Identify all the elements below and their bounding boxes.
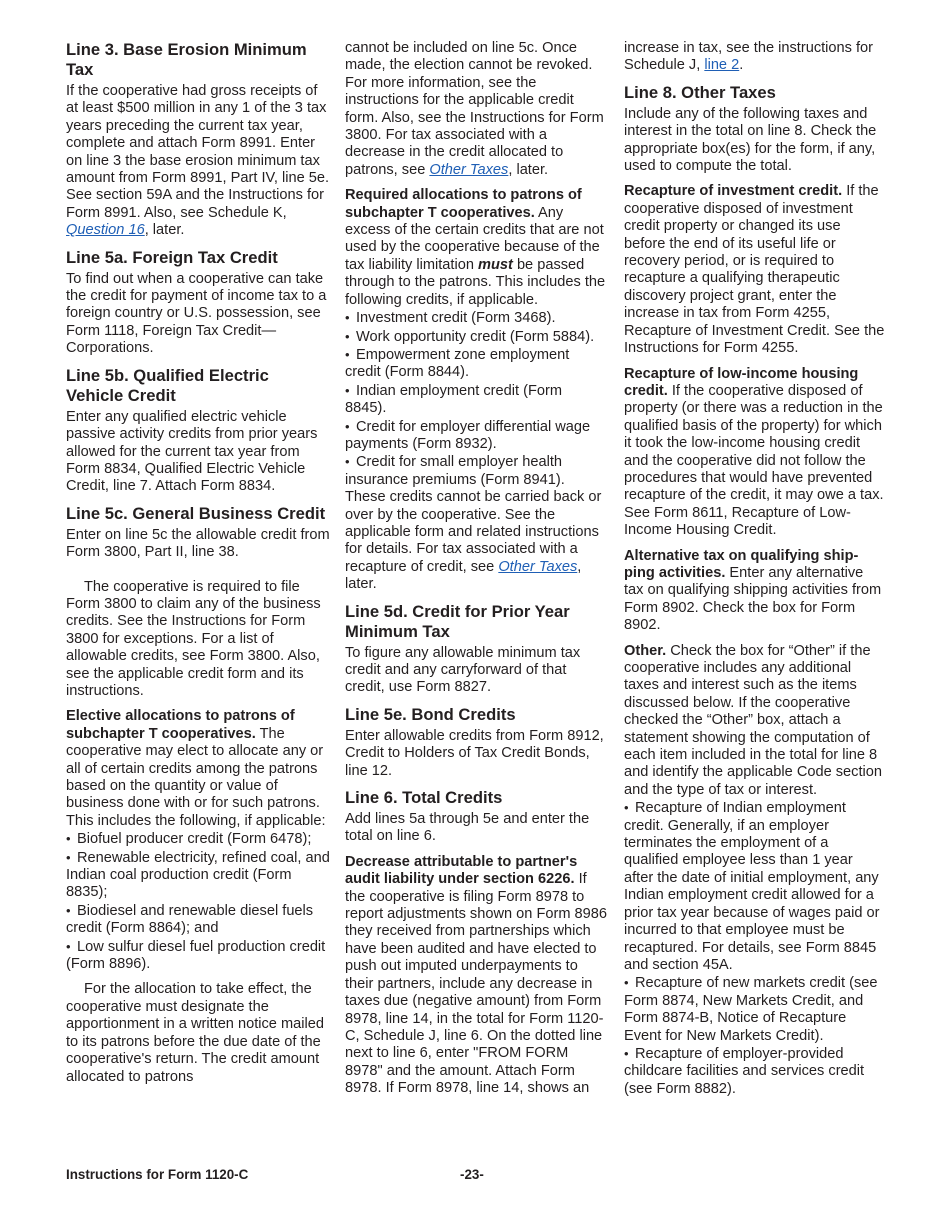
recapture-investment-lead: Recapture of investment credit. xyxy=(624,183,843,200)
other-paragraph: Other. Check the box for “Other” if the cooperative includes any additional taxes and interest such as the items discussed below. If the cooperative checked the “Other” box, attach a statement showing the computation of each item included in the total for line 8 and identify the applicable Code section and the type of tax or interest. xyxy=(624,642,882,798)
list-item: • Credit for employer differential wage payments (Form 8932). xyxy=(345,418,591,452)
column-middle xyxy=(345,40,607,1106)
line6-paragraph: Add lines 5a through 5e and enter the total on line 6. xyxy=(345,811,590,845)
line2-link[interactable]: line 2 xyxy=(704,57,740,74)
decrease-lead: Decrease attributable to partner's audit liability under section 6226. xyxy=(345,853,578,888)
list-item: • Biofuel producer credit (Form 6478); xyxy=(66,831,312,848)
line3-text: If the cooperative had gross receipts of at least $500 million in any 1 of the 3 tax years preceding the current tax year, complete and attach Form 8991. Enter on line 3 the base erosion minimum tax amount from Form 8991, Part IV, line 5e. See section 59A and the Instructions for Form 8991. Also, see Schedule K, xyxy=(66,83,330,221)
required-paragraph: Required allocations to patrons of subchapter T cooperatives. Any excess of the certain credits that are not used by the cooperative because of the tax liability limitation must be passed through to the patrons. This includes the following credits, if applicable. xyxy=(345,187,606,308)
other-list xyxy=(624,799,886,1098)
line6-heading: Line 6. Total Credits xyxy=(345,788,503,808)
line5b-heading: Line 5b. Qualified Electric Vehicle Credit xyxy=(66,365,269,405)
column-left xyxy=(66,40,330,1094)
line8-paragraph: Include any of the following taxes and interest in the total on line 8. Check the appropriate box(es) for the form, if any, used to compute the total. xyxy=(624,105,877,175)
line3-paragraph xyxy=(66,83,330,240)
list-item: • Credit for small employer health insurance premiums (Form 8941). These credits cannot be carried back or over by the cooperative. See the applicable form and related instructions for details. For tax associated with a recapture of credit, see Other Taxes, later. xyxy=(345,454,602,593)
question16-link[interactable]: Question 16 xyxy=(66,222,145,239)
col2-continuation xyxy=(345,40,607,179)
line5e-paragraph: Enter allowable credits from Form 8912, Credit to Holders of Tax Credit Bonds, line 12. xyxy=(345,727,604,779)
list-item: • Recapture of new markets credit (see Form 8874, New Markets Credit, and Form 8874-B, Notice of Recapture Event for New Markets Credit). xyxy=(624,975,878,1044)
required-lead: Required allocations to patrons of subchapter T cooperatives. xyxy=(345,187,582,221)
line5c-paragraph: Enter on line 5c the allowable credit from Form 3800, Part II, line 38. xyxy=(66,526,330,561)
must-emphasis: must xyxy=(478,256,513,273)
list-item: • Empowerment zone employment credit (Form 8844). xyxy=(345,346,570,381)
line5c-paragraph-2: The cooperative is required to file Form 3800 to claim any of the business credits. See the Instructions for Form 3800 for exceptions. For a list of allowable credits, see Form 3800. Also, see the applicable credit form and its instructions. xyxy=(66,578,321,699)
list-item: • Biodiesel and renewable diesel fuels credit (Form 8864); and xyxy=(66,902,314,937)
required-list xyxy=(345,309,607,594)
alternative-tax-lead: Alternative tax on qualifying ship-ping activities. xyxy=(624,547,859,581)
line3-heading: Line 3. Base Erosion Minimum Tax xyxy=(66,40,307,79)
line5d-heading: Line 5d. Credit for Prior Year Minimum Tax xyxy=(345,601,570,641)
elective-text: The cooperative may elect to allocate any or all of certain credits among the patrons based on the quantity or value of business done with or for such patrons. This includes the following, if applicable: xyxy=(66,725,326,829)
line8-heading: Line 8. Other Taxes xyxy=(624,82,776,102)
list-item: • Recapture of employer-provided childcare facilities and services credit (see Form 8882). xyxy=(624,1045,865,1097)
elective-list xyxy=(66,830,330,973)
line5a-paragraph: To find out when a cooperative can take the credit for payment of income tax to a foreign country or U.S. possession, see Form 1118, Foreign Tax Credit—Corporations. xyxy=(66,270,327,357)
col2-cont-text: cannot be included on line 5c. Once made, the election cannot be revoked. For more information, see the instructions for the applicable credit form. Also, see the Instructions for Form 3800. For tax associated with a decrease in the credit allocated to patrons, see xyxy=(345,40,604,178)
recapture-investment-paragraph: Recapture of investment credit. If the cooperative disposed of investment credit property or changed its use before the end of its useful life or recovery period, or is required to recapture a qualifying therapeutic discovery project grant, enter the increase in tax from Form 4255, Recapture of Investment Credit. See the Instructions for Form 4255. xyxy=(624,183,885,357)
allocation-paragraph: For the allocation to take effect, the cooperative must designate the apportionment in a written notice mailed to its patrons before the due date of the cooperative's return. The credit amount allocated to patrons xyxy=(66,981,324,1085)
list-item: • Recapture of Indian employment credit. Generally, if an employer terminates the employment of a qualified employee less than 1 year after the date of initial employment, any Indian employment credit allowed for a prior tax year because of wages paid or incurred to that employee must be recaptured. For details, see Form 8845 and section 45A. xyxy=(624,800,880,973)
elective-lead: Elective allocations to patrons of subchapter T cooperatives. xyxy=(66,708,295,742)
col2-cont-tail: , later. xyxy=(508,161,549,178)
footer-form-title: Instructions for Form 1120-C xyxy=(66,1167,249,1182)
list-item: • Investment credit (Form 3468). xyxy=(345,310,556,327)
list-item: • Renewable electricity, refined coal, and Indian coal production credit (Form 8835); xyxy=(66,849,330,901)
line5b-paragraph: Enter any qualified electric vehicle passive activity credits from prior years allowed for the current tax year from Form 8834, Qualified Electric Vehicle Credit, line 7. Attach Form 8834. xyxy=(66,408,318,495)
list-item: • Work opportunity credit (Form 5884). xyxy=(345,328,595,345)
recapture-low-income-lead: Recapture of low-income housing credit. xyxy=(624,365,859,399)
decrease-paragraph: Decrease attributable to partner's audit liability under section 6226. If the cooperative is filing Form 8978 to report adjustments shown on Form 8986 they received from partnerships which have been audited and have elected to push out imputed underpayments to their partners, include any decrease in taxes due (negative amount) from Form 8978, line 14, in the total for Form 1120-C, Schedule J, line 6. On the dotted line next to line 6, enter "FROM FORM 8978" and the amount. Attach Form 8978. If Form 8978, line 14, shows an xyxy=(345,853,608,1097)
elective-paragraph xyxy=(66,708,330,830)
other-lead: Other. xyxy=(624,642,667,659)
column-right xyxy=(624,40,886,1106)
alternative-tax-paragraph: Alternative tax on qualifying ship-ping activities. Enter any alternative tax on qualifying shipping activities from Form 8902. Check the box for Form 8902. xyxy=(624,547,882,634)
list-item: • Indian employment credit (Form 8845). xyxy=(345,382,563,417)
other-taxes-link[interactable]: Other Taxes xyxy=(429,161,509,178)
line5d-paragraph: To figure any allowable minimum tax credit and any carryforward of that credit, use Form 8827. xyxy=(345,644,581,696)
line3-text-tail: , later. xyxy=(144,222,185,239)
line5e-heading: Line 5e. Bond Credits xyxy=(345,704,516,724)
line5a-heading: Line 5a. Foreign Tax Credit xyxy=(66,247,278,267)
recapture-low-income-paragraph: Recapture of low-income housing credit. If the cooperative disposed of property (or there was a reduction in the qualified basis of the property) for which it took the low-income housing credit and the cooperative did not follow the procedures that would have prevented recapture of the credit, it may owe a tax. See Form 8611, Recapture of Low-Income Housing Credit. xyxy=(624,365,884,539)
list-item: • Low sulfur diesel fuel production credit (Form 8896). xyxy=(66,938,326,973)
line5c-heading: Line 5c. General Business Credit xyxy=(66,503,326,523)
page-number: -23- xyxy=(460,1167,484,1182)
other-taxes-link-2[interactable]: Other Taxes xyxy=(498,558,578,575)
col3-continuation: increase in tax, see the instructions for Schedule J, line 2. xyxy=(624,40,874,74)
